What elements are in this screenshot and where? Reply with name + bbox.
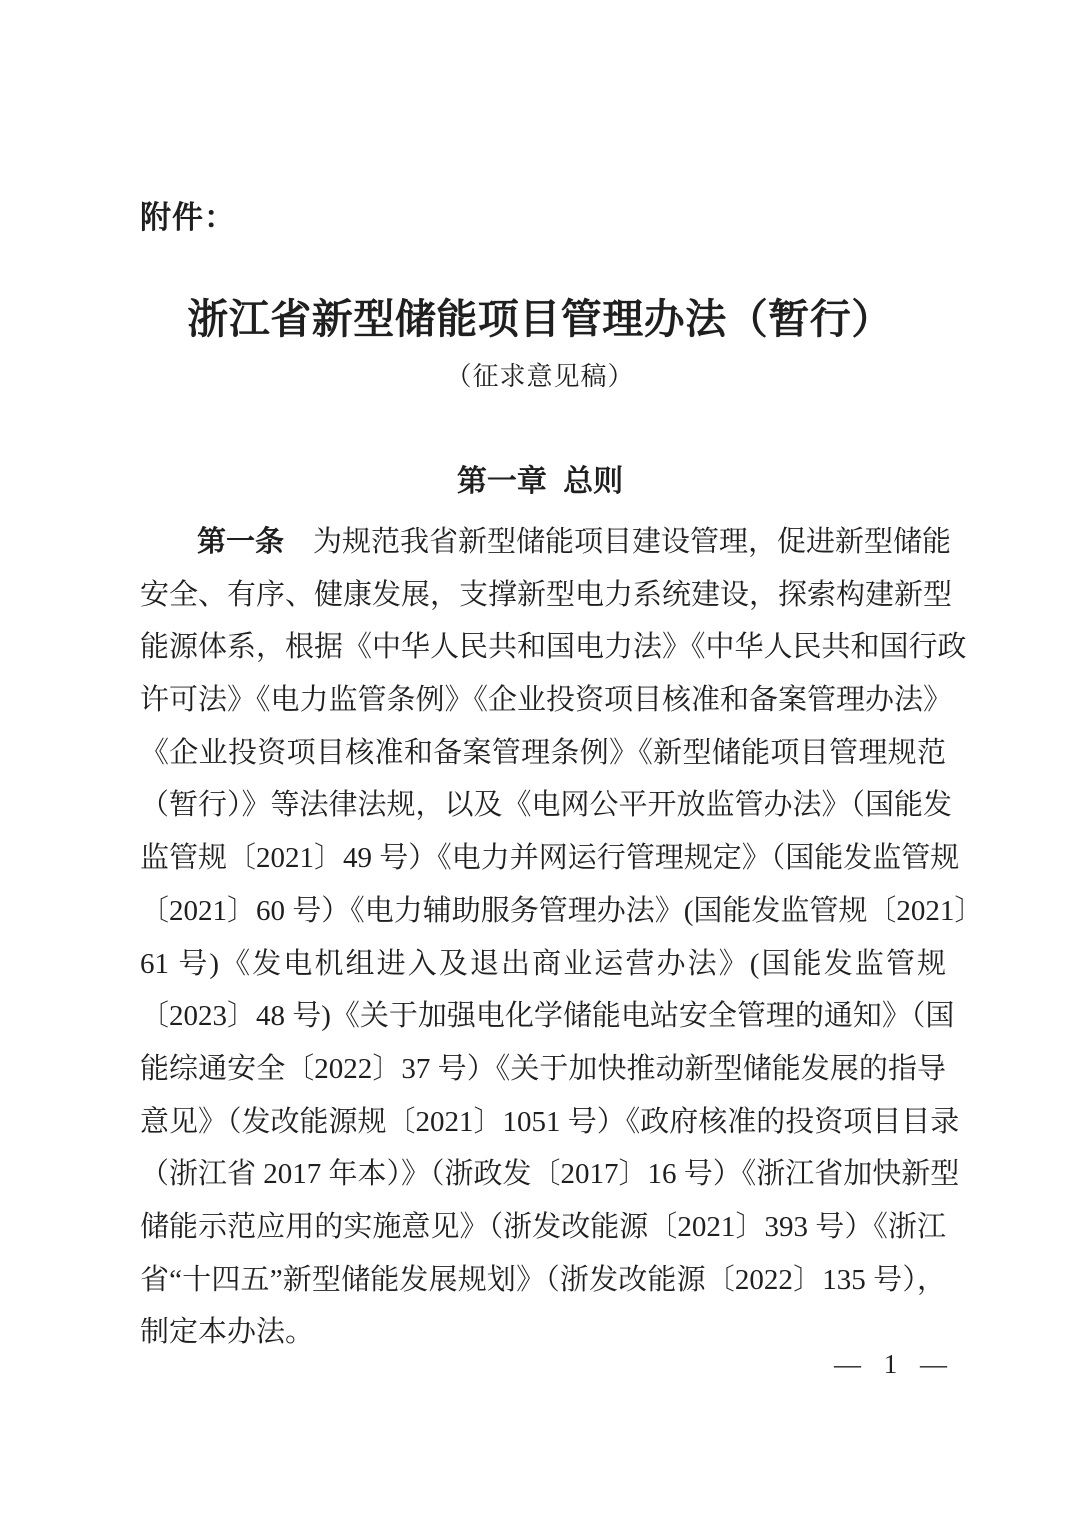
body-line: 〔2023〕48 号)《关于加强电化学储能电站安全管理的通知》（国 [140,1000,955,1033]
body-line: 61 号)《发电机组进入及退出商业运营办法》(国能发监管规 [140,947,946,980]
body-line: 能综通安全〔2022〕37 号）《关于加快推动新型储能发展的指导 [140,1052,946,1085]
body-line: 监管规〔2021〕49 号）《电力并网运行管理规定》（国能发监管规 [140,842,960,875]
document-title: 浙江省新型储能项目管理办法（暂行） [187,296,893,342]
body-line: 第一条 为规范我省新型储能项目建设管理，促进新型储能 [197,526,952,558]
chapter-heading: 第一章 总则 [456,465,624,498]
article-number: 第一条 [197,526,285,558]
body-line: 储能示范应用的实施意见》（浙发改能源〔2021〕393 号）《浙江 [140,1210,946,1243]
body-line: 制定本办法。 [140,1316,315,1349]
body-line: 省“十四五”新型储能发展规划》（浙发改能源〔2022〕135 号）， [140,1263,946,1296]
body-line: 安全、有序、健康发展，支撑新型电力系统建设，探索构建新型 [140,578,953,611]
attachment-label: 附件： [140,200,236,235]
body-line: （浙江省 2017 年本）》（浙政发〔2017〕16 号）《浙江省加快新型 [140,1158,960,1191]
body-line: 《企业投资项目核准和备案管理条例》《新型储能项目管理规范 [140,736,946,769]
body-line: （暂行）》等法律法规，以及《电网公平开放监管办法》（国能发 [140,789,953,822]
page-number: — 1 — [834,1349,948,1379]
body-line: 能源体系，根据《中华人民共和国电力法》《中华人民共和国行政 [140,631,967,664]
article-body [140,516,984,1359]
document-subtitle: （征求意见稿） [445,362,635,391]
body-line: 意见》（发改能源规〔2021〕1051 号）《政府核准的投资项目目录 [140,1105,960,1138]
body-line: 许可法》《电力监管条例》《企业投资项目核准和备案管理办法》 [140,684,953,717]
body-line: 〔2021〕60 号）《电力辅助服务管理办法》(国能发监管规〔2021〕 [140,894,984,927]
